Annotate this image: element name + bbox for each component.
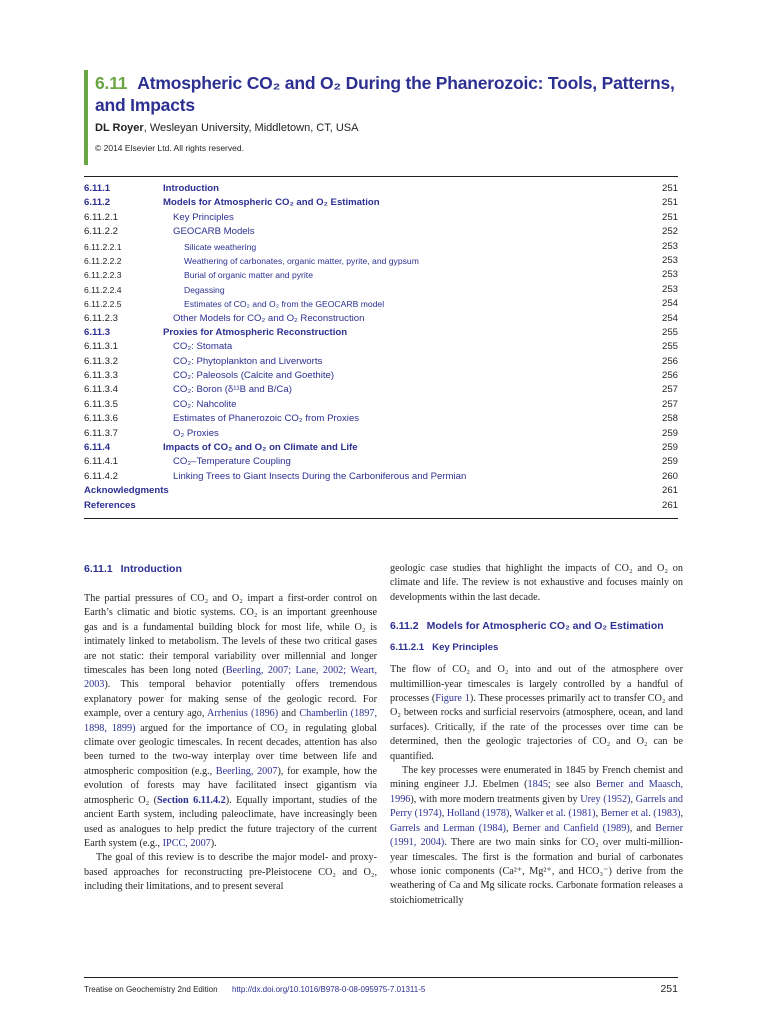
toc-entry-number: 6.11.3.3 <box>84 370 118 382</box>
subsection-heading-key-principles: 6.11.2.1 Key Principles <box>390 642 499 654</box>
toc-entry-title: CO₂: Stomata <box>173 341 233 353</box>
toc-entry-number: 6.11.2.2.1 <box>84 241 122 252</box>
toc-entry[interactable] <box>84 340 678 354</box>
toc-entry-number: 6.11.2.1 <box>84 211 118 223</box>
toc-entry-page: 256 <box>661 370 678 382</box>
citation-link[interactable]: Garrels and Perry (1974) <box>390 793 684 820</box>
toc-entry-number: 6.11.3.5 <box>84 398 118 410</box>
toc-entry[interactable] <box>84 225 678 239</box>
toc-entry[interactable] <box>84 470 678 484</box>
chapter-title <box>95 72 695 116</box>
toc-entry[interactable] <box>84 211 678 225</box>
toc-entry[interactable] <box>84 268 678 282</box>
toc-entry-title: Weathering of carbonates, organic matter, pyrite, and gypsum <box>184 255 419 266</box>
toc-entry[interactable] <box>84 398 678 412</box>
doi-link[interactable]: http://dx.doi.org/10.1016/B978-0-08-095975-7.01311-5 <box>232 985 426 994</box>
toc-entry-number: 6.11.2 <box>84 197 111 209</box>
toc-entry-page: 253 <box>661 269 678 281</box>
toc-entry-number: 6.11.1 <box>84 183 111 194</box>
title-accent-bar <box>84 70 88 165</box>
toc-bottom-rule <box>84 518 678 519</box>
toc-entry[interactable] <box>84 355 678 369</box>
toc-entry-page: 254 <box>661 298 678 310</box>
toc-entry-number: 6.11.2.2.5 <box>84 299 122 310</box>
page-number: 251 <box>660 983 678 995</box>
toc-entry[interactable] <box>84 254 678 268</box>
toc-entry-page: 251 <box>661 197 678 209</box>
citation-link[interactable]: Beerling, 2007 <box>215 765 278 777</box>
toc-entry-number: Acknowledgments <box>84 485 169 497</box>
toc-entry-number: 6.11.2.2.2 <box>84 255 122 266</box>
toc-entry-number: References <box>84 499 136 511</box>
toc-entry[interactable] <box>84 297 678 311</box>
toc-entry-title: Estimates of CO₂ and O₂ from the GEOCARB model <box>184 299 385 310</box>
left-column <box>84 562 377 895</box>
toc-entry-page: 260 <box>661 470 678 482</box>
toc-entry[interactable] <box>84 182 678 196</box>
toc-entry-number: 6.11.2.2.4 <box>84 284 122 295</box>
toc-entry-title: CO₂–Temperature Coupling <box>173 456 291 468</box>
toc-entry-title: Other Models for CO₂ and O₂ Reconstruction <box>173 312 365 324</box>
toc-entry-number: 6.11.2.3 <box>84 312 118 324</box>
toc-entry-title: Degassing <box>184 284 225 295</box>
page-footer <box>84 985 678 994</box>
toc-entry-page: 255 <box>661 341 678 353</box>
toc-entry[interactable] <box>84 196 678 210</box>
toc-entry-page: 253 <box>661 240 678 252</box>
toc-entry-page: 253 <box>661 254 678 266</box>
intro-paragraph-3: geologic case studies that highlight the impacts of CO₂ and O₂ on climate and life. The review is not exhaustive and focuses mainly on developments within the last decade. <box>390 563 683 603</box>
toc-entry[interactable] <box>84 312 678 326</box>
toc-entry-page: 253 <box>661 283 678 295</box>
citation-link[interactable]: Berner and Canfield (1989) <box>512 822 630 834</box>
citation-link[interactable]: Holland (1978) <box>446 808 510 820</box>
toc-entry[interactable] <box>84 412 678 426</box>
toc-entry-number: 6.11.4.1 <box>84 456 118 468</box>
toc-entry-title: Linking Trees to Giant Insects During the Carboniferous and Permian <box>173 470 467 482</box>
footer-rule <box>84 977 678 978</box>
chapter-title-line2: and Impacts <box>95 95 195 115</box>
toc-entry-page: 257 <box>661 384 678 396</box>
toc-entry-title: Key Principles <box>173 211 234 223</box>
toc-entry-number: 6.11.4 <box>84 442 111 454</box>
toc-entry-title: Estimates of Phanerozoic CO₂ from Proxies <box>173 413 360 425</box>
toc-entry[interactable] <box>84 455 678 469</box>
citation-link[interactable]: 1845 <box>527 779 548 791</box>
principles-paragraph-2: The key processes were enumerated in 1845 by French chemist and mining engineer J.J. Ebelmen (1845; see also Berner and Maasch, 1996), with more modern treatments given by Urey (1952), Garrels and Perry (1974), Holland (1978), Walker et al. (1981), Berner et al. (1983), Garrels and Lerman (1984), Berner and Canfield (1989), and Berner (1991, 2004). There are two main sinks for CO₂ over multi-million-year timescales. The first is the formation and burial of carbonates whose ionic components (Ca²⁺, Mg²⁺, and HCO₃⁻) derive from the weathering of Ca and Mg silicate rocks. Carbonate formation releases a stoichiometrically <box>390 765 684 906</box>
principles-paragraph-1: The flow of CO₂ and O₂ into and out of the atmosphere over multimillion-year timescales is largely controlled by a handful of processes (Figure 1). These processes primarily act to transfer CO₂ and O₂ between rocks and surficial reservoirs (atmosphere, ocean, and land surfaces). Critically, if the rate of the processes over time can be determined, then the geologic trajectories of CO₂ and O₂ can be quantified. <box>390 664 683 762</box>
toc-entry-number: 6.11.2.2.3 <box>84 270 122 281</box>
toc-entry-title: Burial of organic matter and pyrite <box>184 270 313 281</box>
toc-entry[interactable] <box>84 484 678 498</box>
toc-entry-page: 261 <box>661 485 678 497</box>
toc-entry-title: O₂ Proxies <box>173 427 219 439</box>
toc-entry[interactable] <box>84 240 678 254</box>
toc-entry-page: 252 <box>661 226 678 238</box>
citation-link[interactable]: IPCC, 2007 <box>162 837 211 849</box>
toc-entry-number: 6.11.2.2 <box>84 226 118 238</box>
toc-entry-page: 256 <box>661 355 678 367</box>
toc-entry-page: 251 <box>661 183 678 194</box>
toc-entry-number: 6.11.3.4 <box>84 384 118 396</box>
toc-entry-title: GEOCARB Models <box>173 226 255 238</box>
citation-link[interactable]: Garrels and Lerman (1984) <box>390 822 506 834</box>
citation-link[interactable]: Beerling, 2007; Lane, 2002; Weart, 2003 <box>84 665 377 691</box>
toc-entry-title: CO₂: Paleosols (Calcite and Goethite) <box>173 370 335 382</box>
author-name: DL Royer <box>95 122 144 134</box>
toc-entry[interactable] <box>84 383 678 397</box>
toc-entry[interactable] <box>84 427 678 441</box>
toc-entry-page: 254 <box>661 312 678 324</box>
toc-entry-number: 6.11.4.2 <box>84 470 118 482</box>
toc-entry-title: CO₂: Boron (δ¹¹B and B/Ca) <box>173 384 292 396</box>
section-link[interactable]: Section 6.11.4.2 <box>157 794 226 806</box>
section-heading-introduction: 6.11.1 Introduction <box>84 563 182 575</box>
toc-entry-page: 251 <box>661 211 678 223</box>
toc-entry-title: Impacts of CO₂ and O₂ on Climate and Life <box>163 442 358 454</box>
toc-entry[interactable] <box>84 369 678 383</box>
copyright-notice: © 2014 Elsevier Ltd. All rights reserved. <box>95 143 244 153</box>
toc-entry-title: Models for Atmospheric CO₂ and O₂ Estimation <box>163 197 380 209</box>
toc-entry[interactable] <box>84 283 678 297</box>
toc-entry[interactable] <box>84 499 678 513</box>
toc-entry-page: 259 <box>661 427 678 439</box>
citation-link[interactable]: Arrhenius (1896) <box>207 708 279 720</box>
toc-entry-number: 6.11.3.1 <box>84 341 118 353</box>
table-of-contents <box>84 182 678 513</box>
toc-entry[interactable] <box>84 441 678 455</box>
author-line <box>95 122 358 134</box>
toc-entry-page: 258 <box>661 413 678 425</box>
toc-entry-page: 255 <box>661 326 678 338</box>
toc-top-rule <box>84 176 678 177</box>
citation-link[interactable]: Urey (1952) <box>580 793 631 805</box>
toc-entry-title: Silicate weathering <box>184 241 257 252</box>
toc-entry[interactable] <box>84 326 678 340</box>
toc-entry-title: Introduction <box>163 183 219 194</box>
right-column <box>390 562 683 908</box>
citation-link[interactable]: Berner et al. (1983) <box>600 808 681 820</box>
citation-link[interactable]: Walker et al. (1981) <box>514 808 596 820</box>
toc-entry-title: CO₂: Nahcolite <box>173 398 237 410</box>
citation-link[interactable]: Berner (1991, 2004) <box>390 822 683 849</box>
toc-entry-title: Proxies for Atmospheric Reconstruction <box>163 326 348 338</box>
citation-link[interactable]: Berner and Maasch, 1996 <box>390 779 684 805</box>
toc-entry-number: 6.11.3.2 <box>84 355 118 367</box>
intro-paragraph-2: The goal of this review is to describe the major model- and proxy-based approaches for reconstructing pre-Pleistocene CO₂ and O₂, including their limitations, and to present several <box>84 852 377 893</box>
toc-entry-page: 259 <box>661 442 678 454</box>
toc-entry-number: 6.11.3 <box>84 326 111 338</box>
section-heading-models: 6.11.2 Models for Atmospheric CO₂ and O₂ Estimation <box>390 620 664 633</box>
chapter-title-line1: Atmospheric CO₂ and O₂ During the Phanerozoic: Tools, Patterns, <box>137 73 675 93</box>
author-affiliation: , Wesleyan University, Middletown, CT, USA <box>143 122 359 134</box>
chapter-number: 6.11 <box>95 73 128 93</box>
intro-paragraph-1: The partial pressures of CO₂ and O₂ impart a first-order control on Earth’s climatic and biotic systems. CO₂ is an important greenhouse gas and is a fundamental building block for most life, while O₂ is intimately linked to metabolism. The levels of these two critical gases are not static: their temporal variability over millennial and longer timescales has been long noted (Beerling, 2007; Lane, 2002; Weart, 2003). This temporal behavior potentially offers tremendous explanatory power for making sense of the geologic record. For example, over a century ago, Arrhenius (1896) and Chamberlin (1897, 1898, 1899) argued for the importance of CO₂ in regulating global climate over geologic timescales. In recent decades, attention has also been turned to the two-way interplay over time between life and atmospheric composition (e.g., Beerling, 2007), for example, how the evolution of forests may have facilitated insect gigantism via atmospheric O₂ (Section 6.11.4.2). Equally important, studies of the ancient Earth system, including paleoclimate, have increasingly been used as analogues to help predict the future trajectory of the current Earth system (e.g., IPCC, 2007). <box>84 593 377 849</box>
toc-entry-page: 259 <box>661 456 678 468</box>
toc-entry-title: CO₂: Phytoplankton and Liverworts <box>173 355 323 367</box>
toc-entry-page: 257 <box>661 398 678 410</box>
citation-link[interactable]: Chamberlin (1897, 1898, 1899) <box>84 708 377 734</box>
toc-entry-number: 6.11.3.7 <box>84 427 118 439</box>
figure-link[interactable]: Figure 1 <box>435 693 470 705</box>
toc-entry-number: 6.11.3.6 <box>84 413 118 425</box>
toc-entry-page: 261 <box>661 499 678 511</box>
journal-name: Treatise on Geochemistry 2nd Edition <box>84 985 218 994</box>
